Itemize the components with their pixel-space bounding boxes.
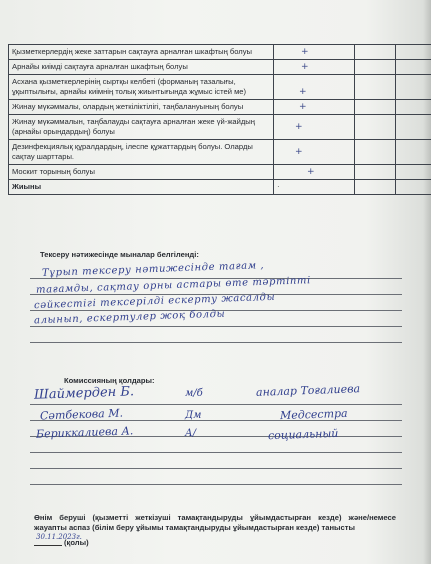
mark-cell bbox=[274, 140, 355, 165]
findings-line: Тұрып тексеру нәтижесінде тағам , bbox=[41, 260, 265, 279]
commission-member-name: Шаймерден Б. bbox=[33, 384, 135, 403]
table-row bbox=[9, 75, 431, 100]
table-row bbox=[9, 60, 431, 75]
mark-cell bbox=[274, 45, 355, 60]
commission-member-name: Бериккалиева А. bbox=[35, 424, 134, 441]
check-mark: + bbox=[295, 147, 303, 157]
criterion-cell: Жинау мүкәммалы, олардың жеткіліктілігі, таңбалануының болуы bbox=[9, 100, 274, 115]
signature-line bbox=[30, 484, 402, 485]
commission-member-role: А/ bbox=[185, 428, 196, 439]
empty-cell bbox=[355, 140, 396, 165]
findings-line: сәйкестігі тексерілді ескерту жасалды bbox=[33, 291, 276, 312]
signature-line bbox=[30, 404, 402, 405]
total-row bbox=[9, 180, 431, 195]
total-value: · bbox=[277, 182, 280, 191]
empty-cell bbox=[396, 165, 431, 180]
empty-cell bbox=[396, 115, 431, 140]
mark-cell bbox=[274, 165, 355, 180]
empty-cell bbox=[396, 45, 431, 60]
empty-cell bbox=[355, 180, 396, 195]
criterion-cell: Жинау мүкәммалын, таңбалауды сақтауға арналған жеке үй-жайдың (арнайы орындардың) болуы bbox=[9, 115, 274, 140]
commission-member-title: аналар Тоғалиева bbox=[255, 382, 361, 399]
footer-date-signature: 30.11.2023г. bbox=[36, 533, 82, 541]
empty-cell bbox=[396, 180, 431, 195]
footer-sign-label: (қолы) bbox=[64, 538, 89, 547]
empty-cell bbox=[355, 115, 396, 140]
empty-cell bbox=[396, 100, 431, 115]
table-row bbox=[9, 100, 431, 115]
empty-cell bbox=[355, 75, 396, 100]
findings-label: Тексеру нәтижесінде мыналар белгіленді: bbox=[40, 250, 199, 259]
findings-line: алынып, ескертулер жоқ болды bbox=[33, 308, 226, 327]
signature-line bbox=[30, 468, 402, 469]
checklist-table bbox=[8, 44, 431, 195]
table-row bbox=[9, 140, 431, 165]
commission-label: Комиссияның қолдары: bbox=[64, 376, 155, 385]
empty-cell bbox=[396, 60, 431, 75]
writing-line bbox=[30, 342, 402, 343]
mark-cell bbox=[274, 60, 355, 75]
check-mark: + bbox=[301, 62, 309, 72]
criterion-cell: Москит торының болуы bbox=[9, 165, 274, 180]
criterion-cell: Қызметкерлердің жеке заттарын сақтауға арналған шкафтың болуы bbox=[9, 45, 274, 60]
check-mark: + bbox=[307, 167, 315, 177]
check-mark: + bbox=[301, 47, 309, 57]
check-mark: + bbox=[299, 102, 307, 112]
commission-member-name: Сәтбекова М. bbox=[39, 406, 124, 423]
table-row bbox=[9, 115, 431, 140]
criterion-cell: Дезинфекциялық құралдардың, ілеспе құжаттардың болуы. Оларды сақтау шарттары. bbox=[9, 140, 274, 165]
footer-sign-row bbox=[34, 538, 89, 547]
empty-cell bbox=[396, 140, 431, 165]
empty-cell bbox=[355, 60, 396, 75]
signature-blank bbox=[34, 545, 62, 546]
empty-cell bbox=[396, 75, 431, 100]
writing-line bbox=[30, 326, 402, 327]
total-cell bbox=[274, 180, 355, 195]
commission-member-role: Дм bbox=[185, 410, 202, 421]
mark-cell bbox=[274, 115, 355, 140]
mark-cell bbox=[274, 100, 355, 115]
commission-member-title: Медсестра bbox=[279, 406, 348, 423]
check-mark: + bbox=[299, 87, 307, 97]
empty-cell bbox=[355, 100, 396, 115]
signature-line bbox=[30, 452, 402, 453]
mark-cell bbox=[274, 75, 355, 100]
findings-line: тағамды, сақтау орны астары өте тәртіпті bbox=[35, 275, 311, 296]
table-row bbox=[9, 45, 431, 60]
commission-member-role: м/б bbox=[185, 388, 203, 399]
commission-member-title: социальный bbox=[267, 426, 339, 443]
empty-cell bbox=[355, 165, 396, 180]
criterion-cell: Арнайы киімді сақтауға арналған шкафтың болуы bbox=[9, 60, 274, 75]
table-row bbox=[9, 165, 431, 180]
empty-cell bbox=[355, 45, 396, 60]
footer-acknowledgement: Өнім беруші (қызметті жеткізуші тамақтандыруды ұйымдастырған кезде) және/немесе жауапты аспаз (білім беру ұйымы тамақтандыруды ұйымдастырған кезде) танысты bbox=[34, 513, 396, 532]
total-label: Жиыны bbox=[9, 180, 274, 195]
criterion-cell: Асхана қызметкерлерінің сыртқы келбеті (форманың тазалығы, ұқыптылығы, арнайы киімнің толық жиынтығында жұмыс істей ме) bbox=[9, 75, 274, 100]
check-mark: + bbox=[295, 122, 303, 132]
